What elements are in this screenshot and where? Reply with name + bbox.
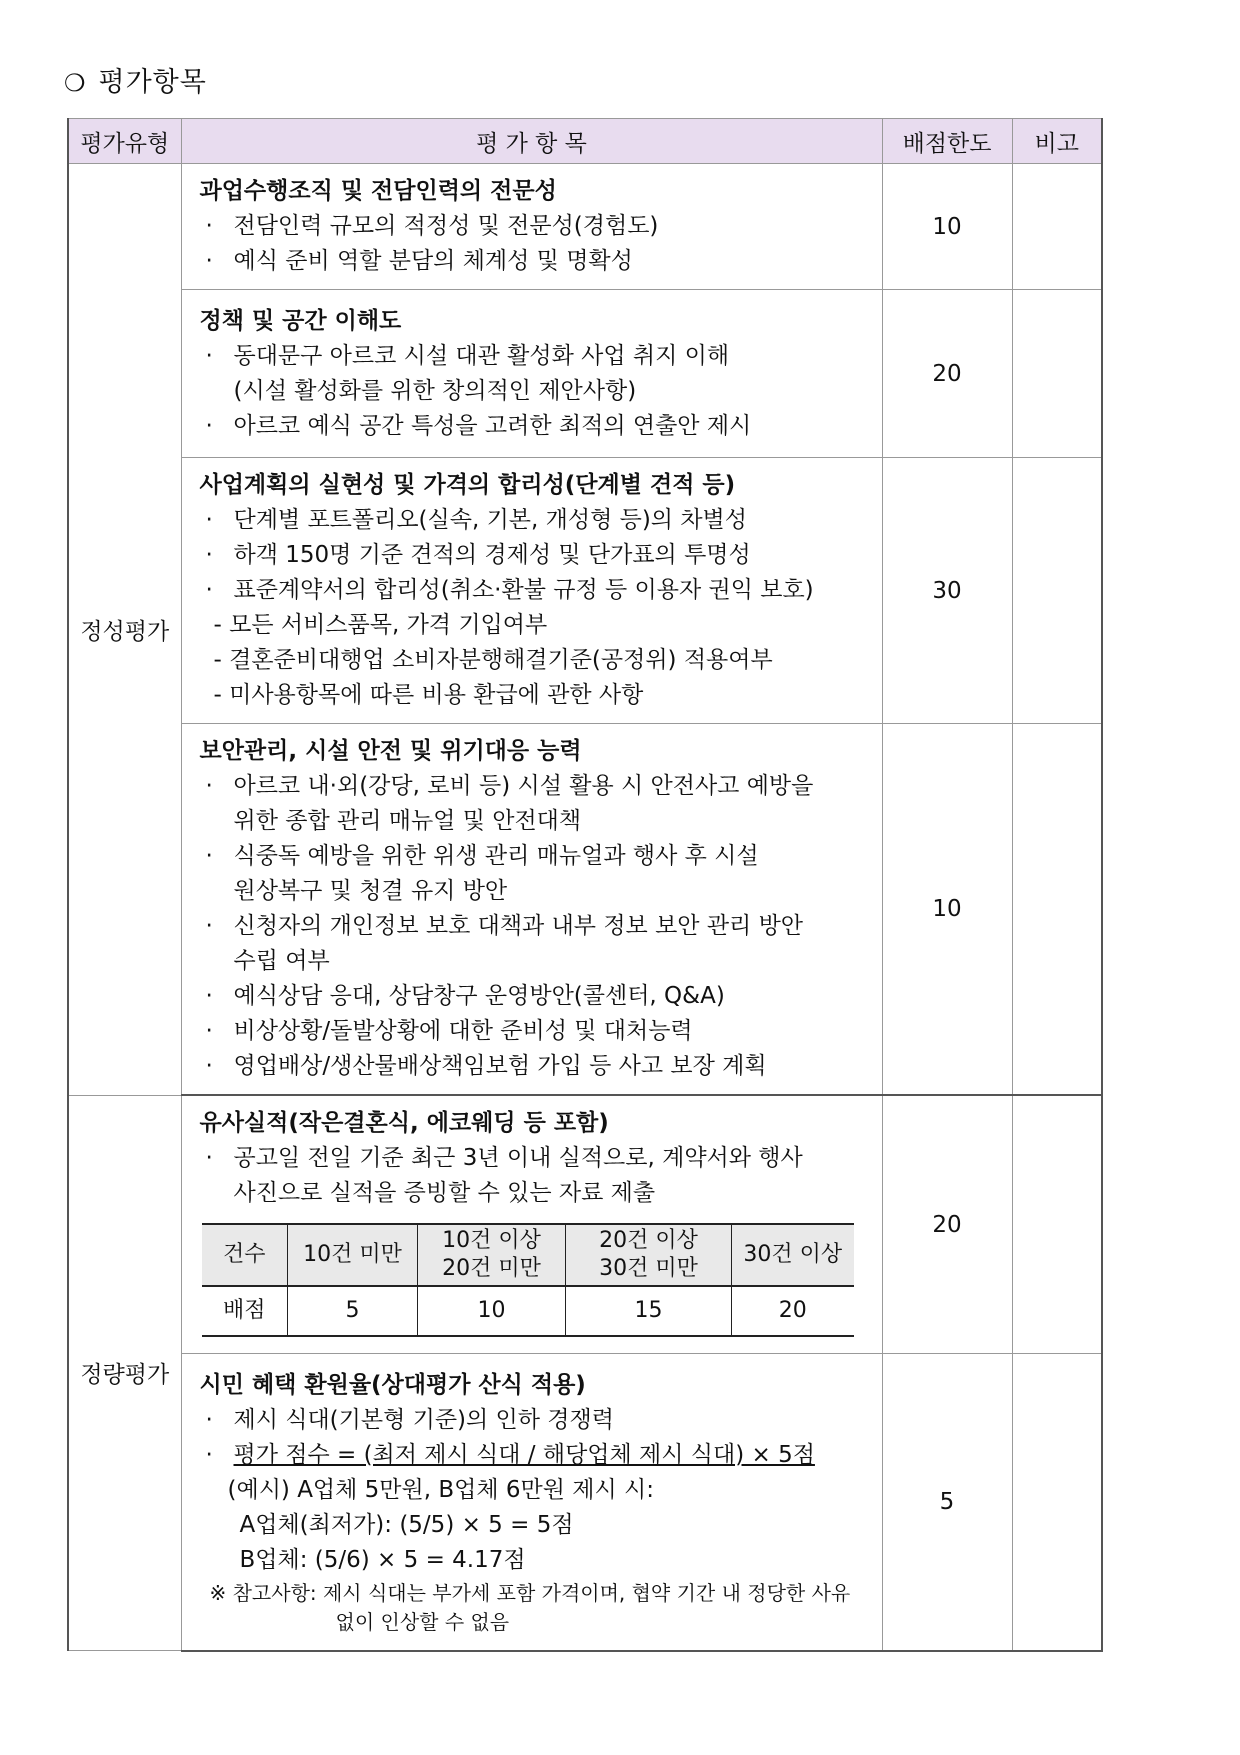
item-line: · 식중독 예방을 위한 위생 관리 매뉴얼과 행사 후 시설 — [205, 843, 759, 869]
item-title: 과업수행조직 및 전담인력의 전문성 — [199, 178, 557, 204]
item-cell — [181, 1095, 882, 1354]
item-line: (예시) A업체 5만원, B업체 6만원 제시 시: — [227, 1476, 654, 1503]
item-line: · 단계별 포트폴리오(실속, 기본, 개성형 등)의 차별성 — [205, 507, 747, 533]
table-row — [68, 724, 1102, 1096]
sub-header-cell: 20건 이상 30건 미만 — [566, 1224, 732, 1286]
item-line: (시설 활성화를 위한 창의적인 제안사항) — [233, 377, 637, 404]
sub-header-cell: 건수 — [202, 1224, 288, 1286]
item-line: · 전담인력 규모의 적정성 및 전문성(경험도) — [205, 213, 659, 239]
section-heading — [64, 60, 207, 99]
circle-marker-icon: ❍ — [64, 69, 87, 97]
header-note: 비고 — [1012, 119, 1102, 164]
item-title: 보안관리, 시설 안전 및 위기대응 능력 — [199, 738, 582, 764]
item-line: · 평가 점수 = (최저 제시 식대 / 해당업체 제시 식대) × 5점 — [205, 1441, 815, 1468]
item-title: 시민 혜택 환원율(상대평가 산식 적용) — [199, 1371, 586, 1398]
item-line: A업체(최저가): (5/5) × 5 = 5점 — [239, 1511, 574, 1538]
item-line: · 비상상황/돌발상황에 대한 준비성 및 대처능력 — [205, 1018, 693, 1044]
item-cell — [181, 1354, 882, 1651]
score-cell: 20 — [882, 290, 1012, 458]
item-line: · 예식상담 응대, 상담창구 운영방안(콜센터, Q&A) — [205, 983, 725, 1009]
score-cell: 30 — [882, 458, 1012, 724]
sub-cell: 20 — [732, 1286, 854, 1336]
sub-cell: 10 — [418, 1286, 566, 1336]
score-cell: 10 — [882, 164, 1012, 290]
section-title: 평가항목 — [98, 67, 207, 98]
sub-header-cell: 10건 이상 20건 미만 — [418, 1224, 566, 1286]
item-line: B업체: (5/6) × 5 = 4.17점 — [239, 1546, 526, 1573]
item-cell — [181, 724, 882, 1096]
table-row — [68, 458, 1102, 724]
item-line: · 공고일 전일 기준 최근 3년 이내 실적으로, 계약서와 행사 — [205, 1145, 803, 1171]
score-cell: 5 — [882, 1354, 1012, 1651]
item-cell — [181, 164, 882, 290]
item-line: · 예식 준비 역할 분담의 체계성 및 명확성 — [205, 248, 633, 274]
item-line: 위한 종합 관리 매뉴얼 및 안전대책 — [233, 808, 582, 834]
item-line: · 표준계약서의 합리성(취소·환불 규정 등 이용자 권익 보호) — [205, 577, 814, 603]
note-cell — [1012, 458, 1102, 724]
item-line: · 아르코 예식 공간 특성을 고려한 최적의 연출안 제시 — [205, 412, 752, 439]
sub-cell: 5 — [288, 1286, 418, 1336]
item-line: 원상복구 및 청결 유지 방안 — [233, 878, 508, 904]
item-subline: - 미사용항목에 따른 비용 환급에 관한 사항 — [213, 682, 644, 708]
type-qualitative: 정성평가 — [68, 164, 181, 1096]
sub-cell: 15 — [566, 1286, 732, 1336]
footnote: 없이 인상할 수 없음 — [335, 1609, 510, 1634]
sub-cell: 배점 — [202, 1286, 288, 1336]
item-line: · 동대문구 아르코 시설 대관 활성화 사업 취지 이해 — [205, 342, 730, 369]
header-type: 평가유형 — [68, 119, 181, 164]
score-cell: 20 — [882, 1095, 1012, 1354]
table-row — [68, 1354, 1102, 1651]
item-line: 수립 여부 — [233, 948, 330, 974]
item-line: · 하객 150명 기준 견적의 경제성 및 단가표의 투명성 — [205, 542, 751, 568]
sub-header-cell: 30건 이상 — [732, 1224, 854, 1286]
item-title: 사업계획의 실현성 및 가격의 합리성(단계별 견적 등) — [199, 472, 736, 498]
note-cell — [1012, 164, 1102, 290]
score-cell: 10 — [882, 724, 1012, 1096]
sub-table-row — [202, 1286, 854, 1336]
table-row — [68, 164, 1102, 290]
item-title: 정책 및 공간 이해도 — [199, 307, 402, 334]
item-line: 사진으로 실적을 증빙할 수 있는 자료 제출 — [233, 1180, 656, 1206]
item-subline: - 결혼준비대행업 소비자분행해결기준(공정위) 적용여부 — [213, 647, 773, 673]
table-header-row — [68, 119, 1102, 164]
evaluation-table — [67, 118, 1103, 1652]
note-cell — [1012, 1354, 1102, 1651]
header-items: 평 가 항 목 — [181, 119, 882, 164]
item-title: 유사실적(작은결혼식, 에코웨딩 등 포함) — [199, 1110, 609, 1136]
score-sub-table — [202, 1223, 854, 1337]
sub-table-header — [202, 1224, 854, 1286]
sub-header-cell: 10건 미만 — [288, 1224, 418, 1286]
note-cell — [1012, 724, 1102, 1096]
type-quantitative: 정량평가 — [68, 1095, 181, 1651]
note-cell — [1012, 290, 1102, 458]
item-cell — [181, 290, 882, 458]
item-line: · 아르코 내·외(강당, 로비 등) 시설 활용 시 안전사고 예방을 — [205, 773, 814, 799]
footnote: ※ 참고사항: 제시 식대는 부가세 포함 가격이며, 협약 기간 내 정당한 사유 — [209, 1580, 851, 1605]
item-line: · 신청자의 개인정보 보호 대책과 내부 정보 보안 관리 방안 — [205, 913, 804, 939]
table-row — [68, 1095, 1102, 1354]
note-cell — [1012, 1095, 1102, 1354]
table-row — [68, 290, 1102, 458]
item-line: · 영업배상/생산물배상책임보험 가입 등 사고 보장 계획 — [205, 1053, 767, 1079]
header-score: 배점한도 — [882, 119, 1012, 164]
item-subline: - 모든 서비스품목, 가격 기입여부 — [213, 612, 548, 638]
item-cell — [181, 458, 882, 724]
item-line: · 제시 식대(기본형 기준)의 인하 경쟁력 — [205, 1406, 614, 1433]
